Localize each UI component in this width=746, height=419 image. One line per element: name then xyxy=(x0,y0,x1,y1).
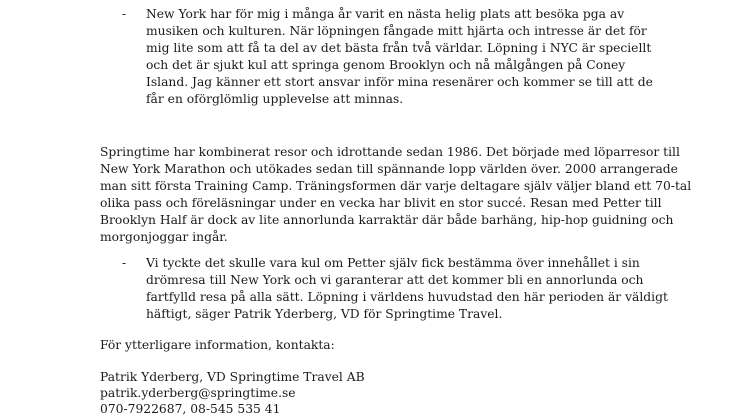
contact-phones: 070-7922687, 08-545 535 41 xyxy=(100,402,281,416)
text-line: Springtime har kombinerat resor och idrottande sedan 1986. Det började med löparresor till xyxy=(100,145,680,159)
text-line: New York har för mig i många år varit en nästa helig plats att besöka pga av xyxy=(146,7,625,21)
text-line: Island. Jag känner ett stort ansvar inför mina resenärer och kommer se till att de xyxy=(146,75,653,89)
contact-name-title: Patrik Yderberg, VD Springtime Travel AB xyxy=(100,370,365,384)
company-paragraph xyxy=(100,144,692,246)
text-line: mig lite som att få ta del av det bästa från två världar. Löpning i NYC är speciellt xyxy=(146,41,652,55)
text-line: drömresa till New York och vi garanterar att det kommer bli en annorlunda och xyxy=(146,273,644,287)
text-line: morgonjoggar ingår. xyxy=(100,230,228,244)
text-line: New York Marathon och utökades sedan till spännande lopp världen över. 2000 arrangerade xyxy=(100,162,678,176)
text-line: Vi tyckte det skulle vara kul om Petter själv fick bestämma över innehållet i sin xyxy=(146,256,640,270)
text-line: olika pass och föreläsningar under en vecka har blivit en stor succé. Resan med Petter till xyxy=(100,196,662,210)
bullet-text xyxy=(146,6,676,108)
text-line: man sitt första Training Camp. Träningsformen där varje deltagare själv väljer bland ett 70-tal xyxy=(100,179,692,193)
text-line: fartfylld resa på alla sätt. Löpning i världens huvudstad den här perioden är väldigt xyxy=(146,290,668,304)
bullet-dash: - xyxy=(122,7,127,21)
text-line: häftigt, säger Patrik Yderberg, VD för Springtime Travel. xyxy=(146,307,503,321)
text-line: musiken och kulturen. När löpningen fångade mitt hjärta och intresse är det för xyxy=(146,24,647,38)
contact-block xyxy=(100,369,660,417)
text-line: får en oförglömlig upplevelse att minnas. xyxy=(146,92,404,106)
contact-intro-text: För ytterligare information, kontakta: xyxy=(100,338,335,352)
contact-intro xyxy=(100,337,660,354)
contact-email[interactable]: patrik.yderberg@springtime.se xyxy=(100,386,296,400)
bullet-text xyxy=(146,255,676,323)
text-line: Brooklyn Half är dock av lite annorlunda karraktär där både barhäng, hip-hop guidning och xyxy=(100,213,674,227)
text-line: och det är sjukt kul att springa genom Brooklyn och nå målgången på Coney xyxy=(146,58,626,72)
bullet-dash: - xyxy=(122,256,127,270)
